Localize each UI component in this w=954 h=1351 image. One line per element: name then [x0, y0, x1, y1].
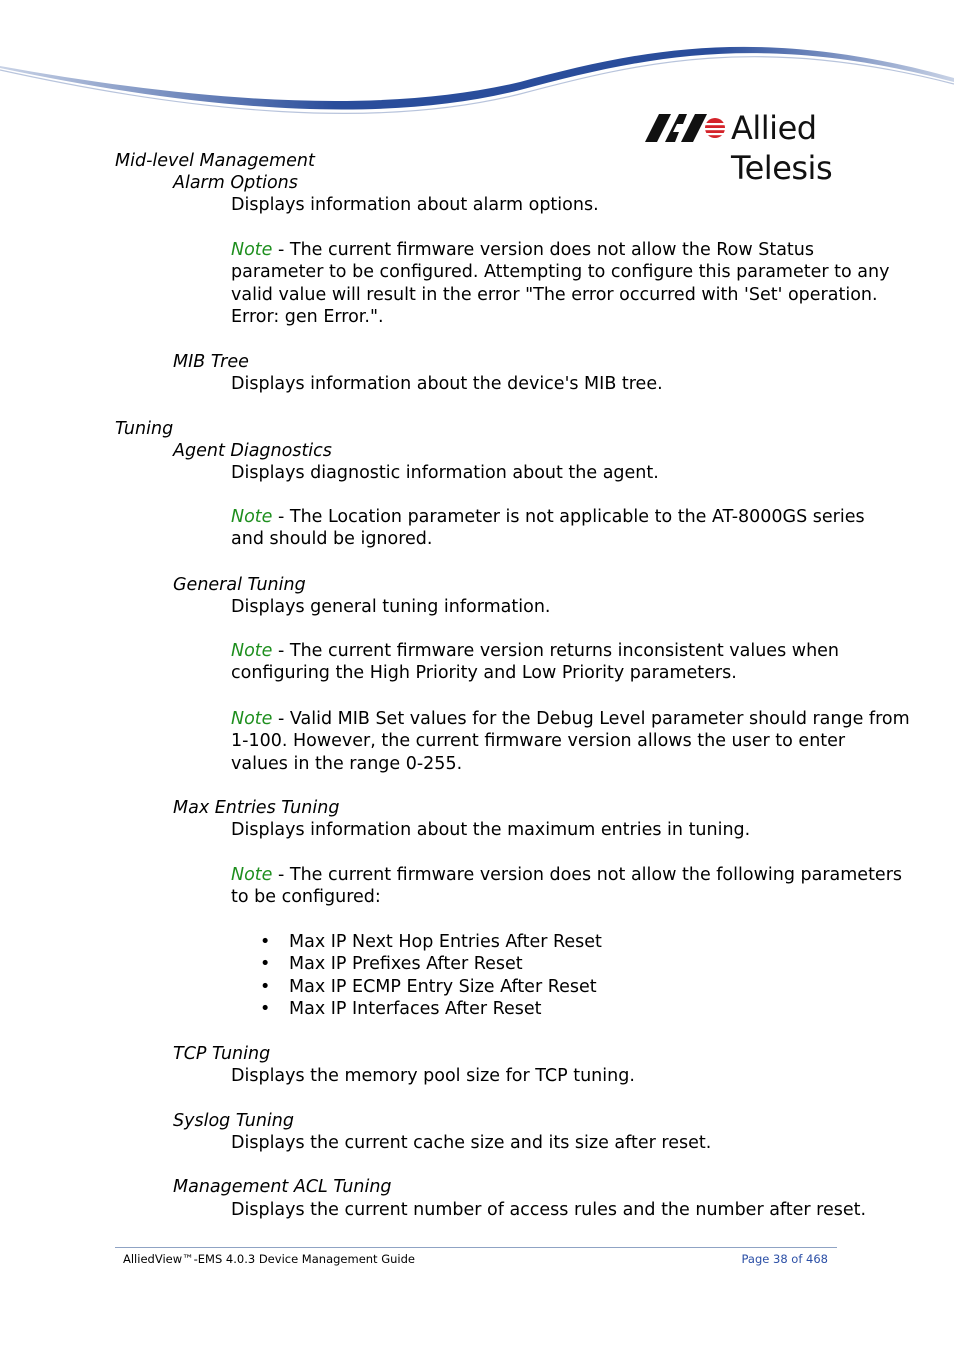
note-general-tuning-1 [231, 640, 839, 685]
note-line: - Valid MIB Set values for the Debug Level parameter should range from [272, 709, 910, 729]
logo-text: Allied Telesis [731, 109, 833, 187]
note-label: Note [231, 641, 273, 661]
subheading-agent-diagnostics: Agent Diagnostics [173, 441, 332, 461]
note-line: - The current firmware version does not allow the Row Status [272, 240, 814, 260]
subheading-max-entries-tuning: Max Entries Tuning [173, 798, 340, 818]
subheading-syslog-tuning: Syslog Tuning [173, 1111, 294, 1131]
desc-max-entries-tuning: Displays information about the maximum entries in tuning. [231, 820, 751, 840]
desc-management-acl-tuning: Displays the current number of access rules and the number after reset. [231, 1200, 867, 1220]
section-heading-tuning: Tuning [115, 419, 174, 439]
note-label: Note [231, 865, 273, 885]
list-item: • Max IP Prefixes After Reset [231, 953, 602, 975]
note-line: parameter to be configured. Attempting to configure this parameter to any [231, 262, 890, 283]
note-label: Note [231, 709, 273, 729]
desc-mib-tree: Displays information about the device's MIB tree. [231, 374, 663, 394]
note-line: values in the range 0-255. [231, 753, 463, 774]
note-line: Error: gen Error.". [231, 307, 384, 328]
note-line: - The current firmware version does not allow the following parameters [272, 865, 903, 885]
note-line: - The current firmware version returns inconsistent values when [272, 641, 840, 661]
note-alarm-options [231, 239, 889, 329]
list-item: • Max IP ECMP Entry Size After Reset [231, 976, 602, 998]
list-item: • Max IP Next Hop Entries After Reset [231, 931, 602, 953]
footer-divider [115, 1247, 837, 1248]
note-agent-diagnostics [231, 506, 865, 551]
bullet-list-max-entries [231, 931, 602, 1021]
note-line: to be configured: [231, 887, 381, 908]
note-line: and should be ignored. [231, 529, 433, 550]
subheading-alarm-options: Alarm Options [173, 173, 298, 193]
allied-telesis-logo-mark-icon [645, 114, 727, 142]
subheading-tcp-tuning: TCP Tuning [173, 1044, 271, 1064]
note-line: valid value will result in the error "The error occurred with 'Set' operation. [231, 284, 878, 305]
desc-alarm-options: Displays information about alarm options. [231, 195, 599, 215]
note-max-entries-tuning [231, 864, 902, 909]
list-item: • Max IP Interfaces After Reset [231, 998, 602, 1020]
subheading-general-tuning: General Tuning [173, 575, 306, 595]
subheading-management-acl-tuning: Management ACL Tuning [173, 1177, 392, 1197]
note-general-tuning-2 [231, 708, 910, 775]
footer-doc-title: AlliedView™-EMS 4.0.3 Device Management Guide [123, 1252, 415, 1266]
note-line: 1-100. However, the current firmware version allows the user to enter [231, 731, 846, 752]
note-label: Note [231, 240, 273, 260]
note-line: configuring the High Priority and Low Priority parameters. [231, 663, 737, 684]
section-heading-mid-level: Mid-level Management [115, 151, 315, 171]
footer-page-number: Page 38 of 468 [741, 1252, 828, 1266]
desc-agent-diagnostics: Displays diagnostic information about the agent. [231, 463, 659, 483]
subheading-mib-tree: MIB Tree [173, 352, 249, 372]
note-line: - The Location parameter is not applicable to the AT-8000GS series [272, 507, 865, 527]
desc-syslog-tuning: Displays the current cache size and its size after reset. [231, 1133, 712, 1153]
note-label: Note [231, 507, 273, 527]
desc-tcp-tuning: Displays the memory pool size for TCP tuning. [231, 1066, 635, 1086]
desc-general-tuning: Displays general tuning information. [231, 597, 551, 617]
allied-telesis-logo [645, 108, 905, 187]
